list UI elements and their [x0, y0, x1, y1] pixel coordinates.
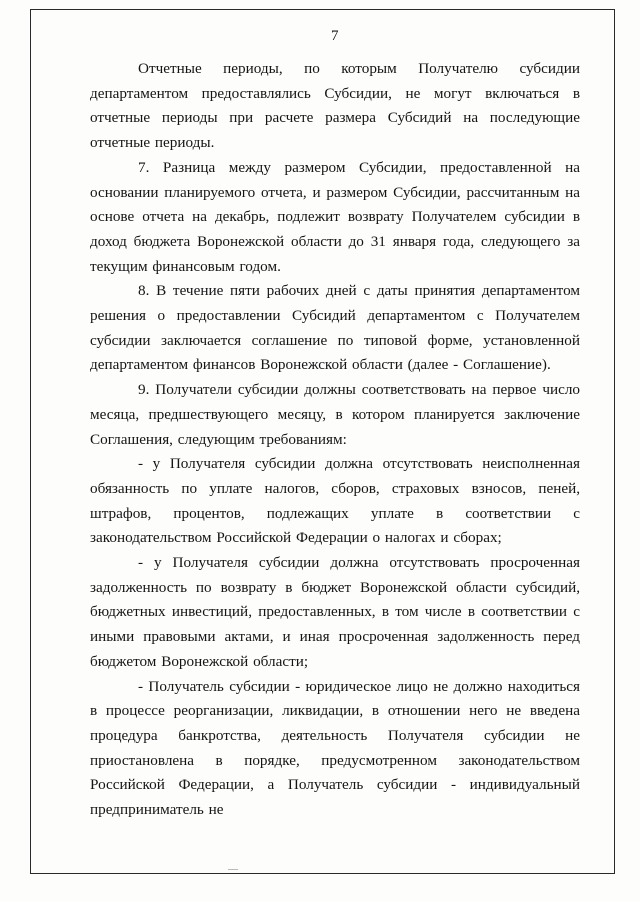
paragraph-requirement-overdue-debt: - у Получателя субсидии должна отсутствовать просроченная задолженность по возврату в бюджет Воронежской области субсидий, бюджетных инвестиций, предоставленных, в том числе в соответствии с иными правовыми актами, и иная просроченная задолженность перед бюджетом Воронежской области;	[90, 554, 580, 670]
paragraph-reporting-periods: Отчетные периоды, по которым Получателю субсидии департаментом предоставлялись Субсидии, не могут включаться в отчетные периоды при расчете размера Субсидий на последующие отчетные периоды.	[90, 60, 580, 152]
paragraph-requirement-taxes: - у Получателя субсидии должна отсутствовать неисполненная обязанность по уплате налогов, сборов, страховых взносов, пеней, штрафов, процентов, подлежащих уплате в соответствии с законодательством Российской Федерации о налогах и сборах;	[90, 455, 580, 547]
page-number: 7	[331, 28, 339, 44]
paragraph-clause-8: 8. В течение пяти рабочих дней с даты принятия департаментом решения о предоставлении Субсидий департаментом с Получателем субсидии заключается соглашение по типовой форме, установленной департаментом финансов Воронежской области (далее - Соглашение).	[90, 282, 580, 374]
paragraph-clause-7: 7. Разница между размером Субсидии, предоставленной на основании планируемого отчета, и размером Субсидии, рассчитанным на основе отчета на декабрь, подлежит возврату Получателем субсидии в доход бюджета Воронежской области до 31 января года, следующего за текущим финансовым годом.	[90, 158, 580, 275]
page-content	[90, 57, 580, 823]
paragraph-clause-9: 9. Получатели субсидии должны соответствовать на первое число месяца, предшествующего месяцу, в котором планируется заключение Соглашения, следующим требованиям:	[90, 381, 580, 448]
paragraph-requirement-legal-entity: - Получатель субсидии - юридическое лицо не должно находиться в процессе реорганизации, ликвидации, в отношении него не введена процедура банкротства, деятельность Получателя субсидии не приостановлена в порядке, предусмотренном законодательством Российской Федерации, а Получатель субсидии - индивидуальный предприниматель не	[90, 677, 580, 819]
scan-artifact-mark	[228, 869, 238, 870]
